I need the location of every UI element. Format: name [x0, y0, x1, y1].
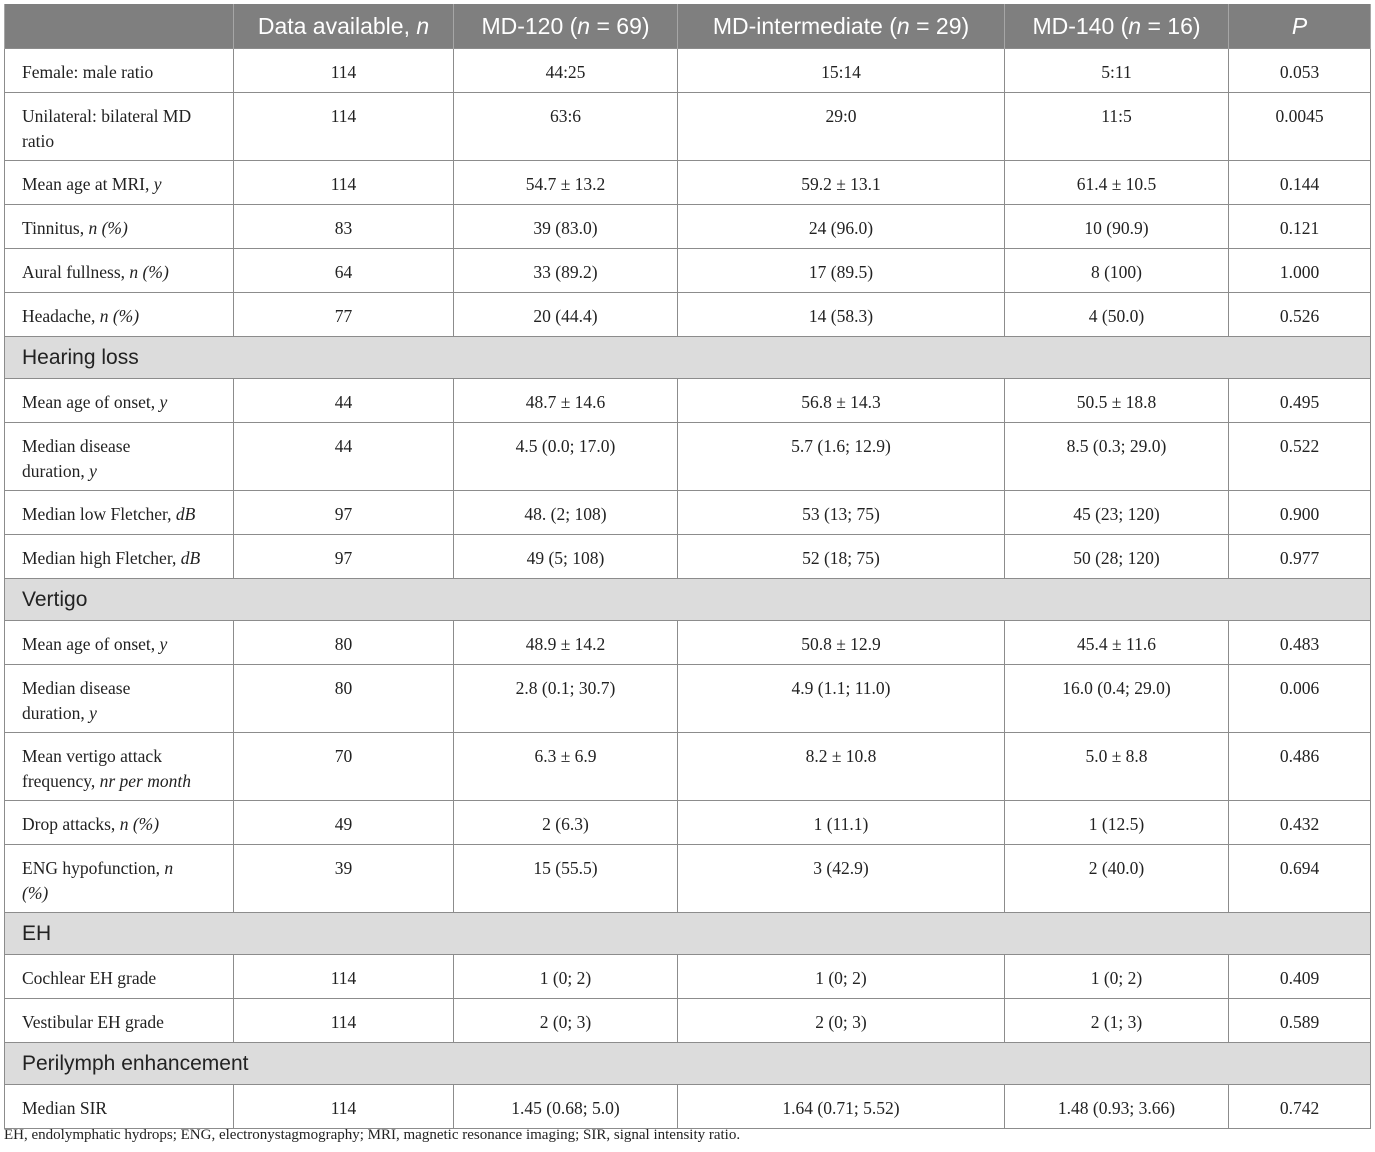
- cell-md-120: 44:25: [454, 49, 678, 93]
- cell-md-intermediate: 15:14: [678, 49, 1005, 93]
- cell-data-available: 114: [234, 1085, 454, 1129]
- cell-data-available: 80: [234, 665, 454, 733]
- cell-p-value: 0.526: [1229, 293, 1371, 337]
- cell-md-120: 48. (2; 108): [454, 491, 678, 535]
- row-label: Mean vertigo attack frequency, nr per month: [5, 733, 234, 801]
- cell-md-140: 2 (1; 3): [1005, 999, 1229, 1043]
- header-empty-cell: [5, 4, 234, 49]
- cell-md-intermediate: 53 (13; 75): [678, 491, 1005, 535]
- cell-md-120: 2 (0; 3): [454, 999, 678, 1043]
- cell-md-intermediate: 56.8 ± 14.3: [678, 379, 1005, 423]
- cell-p-value: 0.900: [1229, 491, 1371, 535]
- section-title: Hearing loss: [5, 337, 1371, 379]
- cell-data-available: 83: [234, 205, 454, 249]
- table-row: [5, 249, 1371, 293]
- row-label: Vestibular EH grade: [5, 999, 234, 1043]
- table-footnote: EH, endolymphatic hydrops; ENG, electronystagmography; MRI, magnetic resonance imaging; SIR, signal intensity ratio.: [4, 1127, 741, 1143]
- cell-md-intermediate: 1.64 (0.71; 5.52): [678, 1085, 1005, 1129]
- row-label: Tinnitus, n (%): [5, 205, 234, 249]
- cell-md-intermediate: 4.9 (1.1; 11.0): [678, 665, 1005, 733]
- cell-md-140: 1.48 (0.93; 3.66): [1005, 1085, 1229, 1129]
- cell-md-intermediate: 29:0: [678, 93, 1005, 161]
- cell-md-intermediate: 8.2 ± 10.8: [678, 733, 1005, 801]
- cell-md-intermediate: 24 (96.0): [678, 205, 1005, 249]
- row-label: Cochlear EH grade: [5, 955, 234, 999]
- cell-data-available: 114: [234, 161, 454, 205]
- row-label: Median low Fletcher, dB: [5, 491, 234, 535]
- cell-p-value: 0.053: [1229, 49, 1371, 93]
- cell-data-available: 77: [234, 293, 454, 337]
- table-row: [5, 665, 1371, 733]
- cell-md-120: 39 (83.0): [454, 205, 678, 249]
- cell-md-140: 4 (50.0): [1005, 293, 1229, 337]
- table-row: [5, 379, 1371, 423]
- cell-md-140: 5:11: [1005, 49, 1229, 93]
- row-label: Female: male ratio: [5, 49, 234, 93]
- cell-data-available: 97: [234, 535, 454, 579]
- header-p-value: P: [1229, 4, 1371, 49]
- header-md-120: MD-120 (n = 69): [454, 4, 678, 49]
- cell-md-140: 8 (100): [1005, 249, 1229, 293]
- cell-md-120: 48.7 ± 14.6: [454, 379, 678, 423]
- cell-md-140: 45 (23; 120): [1005, 491, 1229, 535]
- section-row-perilymph-enhancement: [5, 1043, 1371, 1085]
- cell-md-intermediate: 17 (89.5): [678, 249, 1005, 293]
- table-header-row: [5, 4, 1371, 49]
- table-container: [4, 4, 1370, 1129]
- cell-md-120: 1 (0; 2): [454, 955, 678, 999]
- row-label: Median high Fletcher, dB: [5, 535, 234, 579]
- cell-data-available: 114: [234, 999, 454, 1043]
- cell-data-available: 44: [234, 379, 454, 423]
- cell-md-120: 2 (6.3): [454, 801, 678, 845]
- section-row-eh: [5, 913, 1371, 955]
- cell-md-140: 5.0 ± 8.8: [1005, 733, 1229, 801]
- patient-characteristics-table: [4, 4, 1371, 1129]
- cell-p-value: 0.432: [1229, 801, 1371, 845]
- cell-p-value: 0.589: [1229, 999, 1371, 1043]
- table-row: [5, 423, 1371, 491]
- row-label: Mean age at MRI, y: [5, 161, 234, 205]
- cell-md-intermediate: 1 (11.1): [678, 801, 1005, 845]
- row-label: Drop attacks, n (%): [5, 801, 234, 845]
- cell-md-intermediate: 5.7 (1.6; 12.9): [678, 423, 1005, 491]
- cell-md-intermediate: 3 (42.9): [678, 845, 1005, 913]
- table-row: [5, 535, 1371, 579]
- cell-p-value: 0.495: [1229, 379, 1371, 423]
- row-label: Aural fullness, n (%): [5, 249, 234, 293]
- cell-p-value: 0.522: [1229, 423, 1371, 491]
- cell-md-120: 63:6: [454, 93, 678, 161]
- row-label: Median disease duration, y: [5, 423, 234, 491]
- table-row: [5, 621, 1371, 665]
- table-row: [5, 1085, 1371, 1129]
- cell-p-value: 0.483: [1229, 621, 1371, 665]
- cell-p-value: 0.409: [1229, 955, 1371, 999]
- cell-data-available: 114: [234, 955, 454, 999]
- header-data-available: Data available, n: [234, 4, 454, 49]
- cell-data-available: 97: [234, 491, 454, 535]
- cell-md-120: 20 (44.4): [454, 293, 678, 337]
- cell-p-value: 0.144: [1229, 161, 1371, 205]
- cell-md-intermediate: 52 (18; 75): [678, 535, 1005, 579]
- cell-data-available: 70: [234, 733, 454, 801]
- table-row: [5, 999, 1371, 1043]
- cell-data-available: 114: [234, 93, 454, 161]
- cell-md-120: 6.3 ± 6.9: [454, 733, 678, 801]
- cell-md-140: 2 (40.0): [1005, 845, 1229, 913]
- cell-p-value: 0.0045: [1229, 93, 1371, 161]
- cell-p-value: 1.000: [1229, 249, 1371, 293]
- table-row: [5, 293, 1371, 337]
- cell-p-value: 0.121: [1229, 205, 1371, 249]
- cell-md-intermediate: 1 (0; 2): [678, 955, 1005, 999]
- cell-md-intermediate: 59.2 ± 13.1: [678, 161, 1005, 205]
- cell-md-120: 2.8 (0.1; 30.7): [454, 665, 678, 733]
- cell-p-value: 0.977: [1229, 535, 1371, 579]
- row-label: Median SIR: [5, 1085, 234, 1129]
- cell-md-120: 48.9 ± 14.2: [454, 621, 678, 665]
- cell-md-120: 15 (55.5): [454, 845, 678, 913]
- row-label: Headache, n (%): [5, 293, 234, 337]
- cell-md-140: 8.5 (0.3; 29.0): [1005, 423, 1229, 491]
- cell-md-140: 11:5: [1005, 93, 1229, 161]
- header-md-intermediate: MD-intermediate (n = 29): [678, 4, 1005, 49]
- cell-data-available: 80: [234, 621, 454, 665]
- cell-md-intermediate: 50.8 ± 12.9: [678, 621, 1005, 665]
- cell-md-intermediate: 2 (0; 3): [678, 999, 1005, 1043]
- cell-md-140: 50.5 ± 18.8: [1005, 379, 1229, 423]
- cell-md-120: 33 (89.2): [454, 249, 678, 293]
- cell-md-140: 1 (0; 2): [1005, 955, 1229, 999]
- cell-data-available: 44: [234, 423, 454, 491]
- cell-md-140: 16.0 (0.4; 29.0): [1005, 665, 1229, 733]
- row-label: ENG hypofunction, n (%): [5, 845, 234, 913]
- table-row: [5, 161, 1371, 205]
- cell-md-120: 54.7 ± 13.2: [454, 161, 678, 205]
- cell-md-140: 10 (90.9): [1005, 205, 1229, 249]
- cell-p-value: 0.006: [1229, 665, 1371, 733]
- cell-md-120: 4.5 (0.0; 17.0): [454, 423, 678, 491]
- table-row: [5, 845, 1371, 913]
- cell-p-value: 0.742: [1229, 1085, 1371, 1129]
- cell-md-intermediate: 14 (58.3): [678, 293, 1005, 337]
- table-row: [5, 205, 1371, 249]
- table-row: [5, 733, 1371, 801]
- table-row: [5, 955, 1371, 999]
- cell-md-140: 50 (28; 120): [1005, 535, 1229, 579]
- cell-p-value: 0.486: [1229, 733, 1371, 801]
- cell-p-value: 0.694: [1229, 845, 1371, 913]
- cell-data-available: 114: [234, 49, 454, 93]
- cell-md-140: 1 (12.5): [1005, 801, 1229, 845]
- section-row-vertigo: [5, 579, 1371, 621]
- cell-data-available: 39: [234, 845, 454, 913]
- table-row: [5, 49, 1371, 93]
- section-row-hearing-loss: [5, 337, 1371, 379]
- table-row: [5, 93, 1371, 161]
- cell-md-120: 1.45 (0.68; 5.0): [454, 1085, 678, 1129]
- cell-md-120: 49 (5; 108): [454, 535, 678, 579]
- row-label: Median disease duration, y: [5, 665, 234, 733]
- section-title: Perilymph enhancement: [5, 1043, 1371, 1085]
- cell-md-140: 45.4 ± 11.6: [1005, 621, 1229, 665]
- row-label: Mean age of onset, y: [5, 621, 234, 665]
- cell-data-available: 64: [234, 249, 454, 293]
- row-label: Unilateral: bilateral MD ratio: [5, 93, 234, 161]
- section-title: EH: [5, 913, 1371, 955]
- cell-data-available: 49: [234, 801, 454, 845]
- row-label: Mean age of onset, y: [5, 379, 234, 423]
- cell-md-140: 61.4 ± 10.5: [1005, 161, 1229, 205]
- header-md-140: MD-140 (n = 16): [1005, 4, 1229, 49]
- section-title: Vertigo: [5, 579, 1371, 621]
- table-row: [5, 801, 1371, 845]
- table-row: [5, 491, 1371, 535]
